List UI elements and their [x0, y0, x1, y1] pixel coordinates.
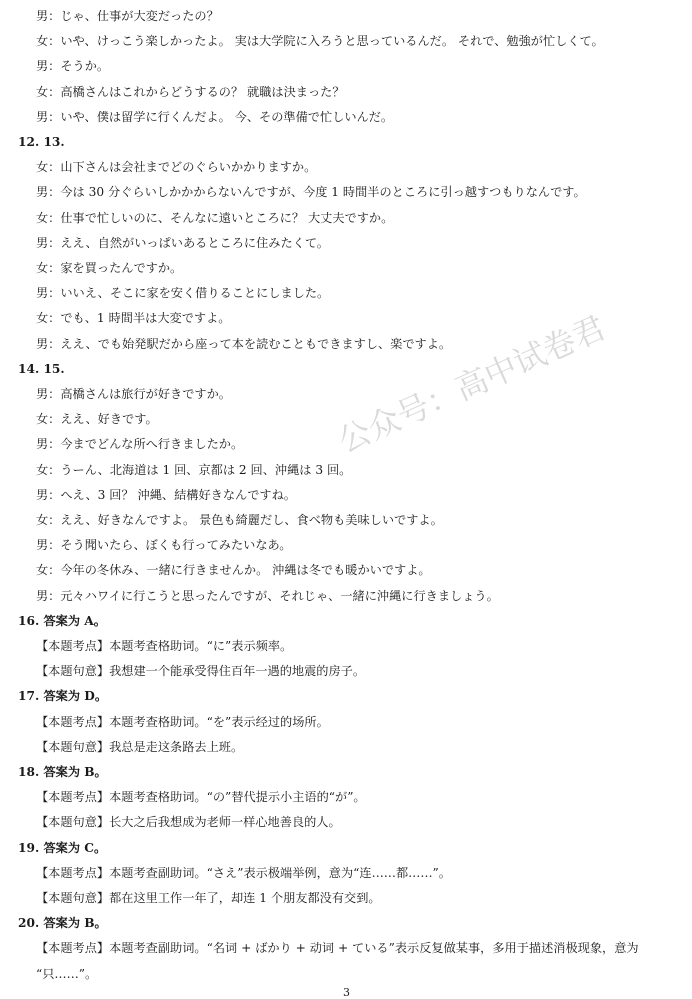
dialogue-line: 女：ええ、好きです。 [36, 412, 158, 427]
dialogue-line: 男：今は 30 分ぐらいしかかからないんですが、今度 1 時間半のところに引っ越すつもりなんです。 [36, 185, 586, 200]
page-number: 3 [343, 986, 350, 999]
dialogue-line: 男：ええ、でも始発駅だから座って本を読むこともできますし、楽ですよ。 [36, 336, 452, 351]
dialogue-line: 男：そうか。 [36, 59, 110, 74]
dialogue-line: 男：今までどんな所へ行きましたか。 [36, 437, 244, 452]
question-number: 17. 答案为 D。 [18, 689, 108, 704]
dialogue-line: 女：今年の冬休み、一緒に行きませんか。 沖縄は冬でも暖かいですよ。 [36, 563, 431, 578]
dialogue-line: 男：いいえ、そこに家を安く借りることにしました。 [36, 286, 330, 301]
question-number: 19. 答案为 C。 [18, 840, 107, 855]
dialogue-line: 女：高橋さんはこれからどうするの？ 就職は決まった？ [36, 84, 345, 99]
explanation-line: 【本题考点】本题考查副助词。“さえ”表示极端举例，意为“连……都……”。 [36, 865, 451, 880]
dialogue-line: 女：でも、1 時間半は大変ですよ。 [36, 311, 231, 326]
dialogue-line: 女：山下さんは会社までどのぐらいかかりますか。 [36, 160, 317, 175]
dialogue-line: 男：高橋さんは旅行が好きですか。 [36, 387, 231, 401]
explanation-line: 【本题句意】都在这里工作一年了，却连 1 个朋友都没有交到。 [36, 891, 381, 905]
dialogue-line: 女：家を買ったんですか。 [36, 261, 183, 275]
explanation-line: 【本题考点】本题考查格助词。“に”表示频率。 [36, 639, 293, 653]
dialogue-line: 女：いや、けっこう楽しかったよ。 実は大学院に入ろうと思っているんだ。 それで、勉強が忙しくて。 [36, 34, 604, 49]
explanation-line: 【本题句意】长大之后我想成为老师一样心地善良的人。 [36, 815, 341, 830]
dialogue-line: 男：ええ、自然がいっぱいあるところに住みたくて。 [36, 235, 329, 250]
dialogue-line: 男：いや、僕は留学に行くんだよ。 今、その準備で忙しいんだ。 [36, 109, 394, 124]
question-number: 16. 答案为 A。 [18, 613, 106, 628]
question-number: 12. 13. [18, 135, 65, 149]
question-number: 18. 答案为 B。 [18, 765, 107, 779]
question-number: 20. 答案为 B。 [18, 916, 107, 931]
explanation-line: 【本题句意】我想建一个能承受得住百年一遇的地震的房子。 [36, 664, 366, 679]
explanation-line: 【本题句意】我总是走这条路去上班。 [36, 739, 244, 754]
question-number: 14. 15. [18, 361, 65, 376]
dialogue-line: 女：うーん、北海道は 1 回、京都は 2 回、沖縄は 3 回。 [36, 462, 352, 477]
explanation-line: 【本题考点】本题考查副助词。“名词 + ばかり + 动词 + ている”表示反复做某事，多用于描述消极现象，意为 [36, 941, 639, 956]
dialogue-line: 男：元々ハワイに行こうと思ったんですが、それじゃ、一緒に沖縄に行きましょう。 [36, 588, 499, 603]
explanation-line: 【本题考点】本题考查格助词。“の”替代提示小主语的“が”。 [36, 790, 366, 805]
dialogue-line: 男：じゃ、仕事が大変だったの？ [36, 9, 219, 23]
watermark: 公众号：高中试卷君 [332, 308, 612, 461]
dialogue-line: 女：ええ、好きなんですよ。 景色も綺麗だし、食べ物も美味しいですよ。 [36, 513, 443, 527]
dialogue-line: 男：へえ、3 回？ 沖縄、結構好きなんですね。 [36, 487, 296, 502]
dialogue-line: 女：仕事で忙しいのに、そんなに遠いところに？ 大丈夫ですか。 [36, 210, 394, 225]
explanation-line: “只……”。 [36, 966, 98, 981]
explanation-line: 【本题考点】本题考查格助词。“を”表示经过的场所。 [36, 714, 329, 729]
dialogue-line: 男：そう聞いたら、ぼくも行ってみたいなあ。 [36, 538, 292, 553]
